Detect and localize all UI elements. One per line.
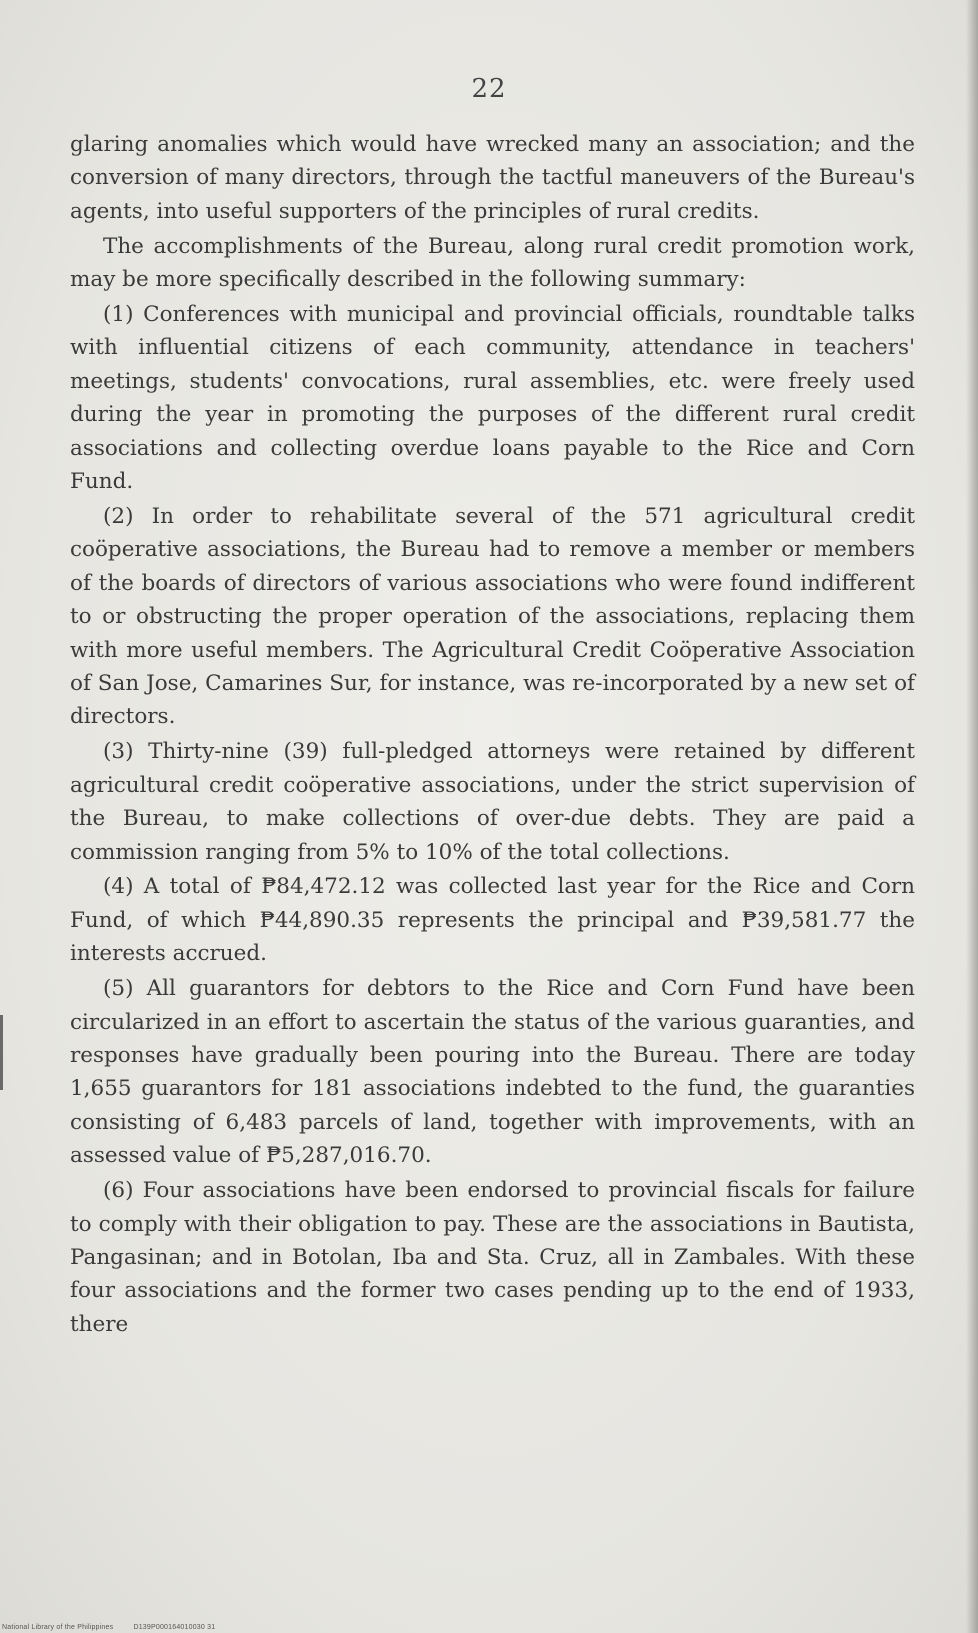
page-number: 22: [471, 74, 507, 104]
paragraph-item-4: (4) A total of ₱84,472.12 was collected last year for the Rice and Corn Fund, of which ₱44,890.35 represents the principal and ₱39,581.77 the interests accrued.: [70, 874, 915, 967]
paragraph-item-5: (5) All guarantors for debtors to the Rice and Corn Fund have been circularized in an effort to ascertain the status of the various guaranties, and responses have gradually been pouring into the Bureau. There are today 1,655 guarantors for 181 associations indebted to the fund, the guaranties consisting of 6,483 parcels of land, together with improvements, with an assessed value of ₱5,287,016.70.: [70, 976, 915, 1169]
paragraph-item-1: (1) Conferences with municipal and provincial officials, roundtable talks with influential citizens of each community, attendance in teachers' meetings, students' convocations, rural assemblies, etc. were freely used during the year in promoting the purposes of the different rural credit associations and collecting overdue loans payable to the Rice and Corn Fund.: [70, 302, 915, 495]
paragraph-intro: The accomplishments of the Bureau, along rural credit promotion work, may be more specifically described in the following summary:: [70, 233, 915, 293]
footer-code: D139P000164010030 31: [133, 1624, 216, 1631]
page-edge-shadow: [966, 0, 978, 1633]
paragraph-continuation: glaring anomalies which would have wrecked many an association; and the conversion of many directors, through the tactful maneuvers of the Bureau's agents, into useful supporters of the principles of rural credits.: [70, 132, 915, 224]
scan-footer: [2, 1624, 233, 1631]
paragraph-item-3: (3) Thirty-nine (39) full-pledged attorneys were retained by different agricultural credit coöperative associations, under the strict supervision of the Bureau, to make collections of over-due debts. They are paid a commission ranging from 5% to 10% of the total collections.: [70, 739, 915, 865]
footer-library: National Library of the Philippines: [2, 1624, 114, 1631]
body-text: [70, 128, 915, 1343]
binding-mark: [0, 1015, 3, 1090]
paragraph-item-2: (2) In order to rehabilitate several of the 571 agricultural credit coöperative associations, the Bureau had to remove a member or members of the boards of directors of various associations who were found indifferent to or obstructing the proper operation of the associations, replacing them with more useful members. The Agricultural Credit Coöperative Association of San Jose, Camarines Sur, for instance, was re-incorporated by a new set of directors.: [70, 503, 915, 730]
paragraph-item-6: (6) Four associations have been endorsed to provincial fiscals for failure to comply with their obligation to pay. These are the associations in Bautista, Pangasinan; and in Botolan, Iba and Sta. Cruz, all in Zambales. With these four associations and the former two cases pending up to the end of 1933, there: [70, 1178, 915, 1337]
